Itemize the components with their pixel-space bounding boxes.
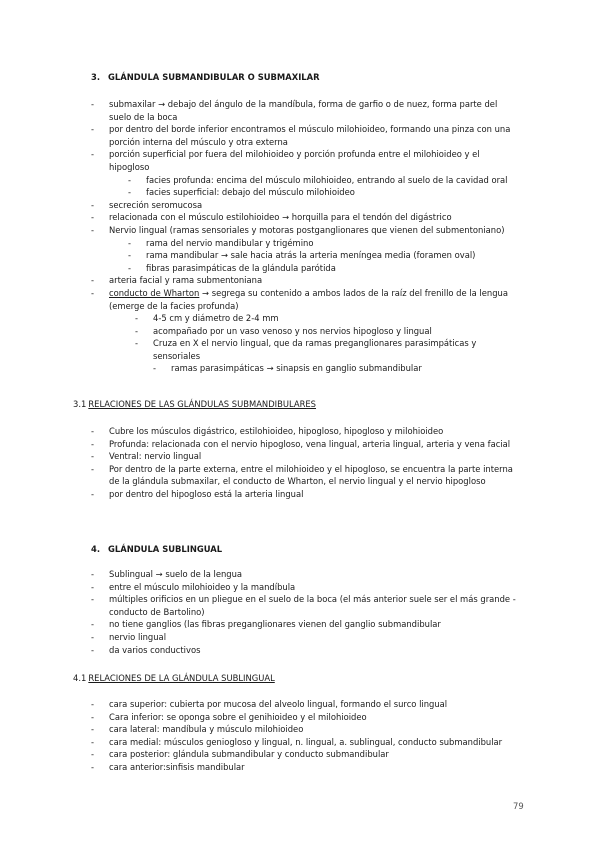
list-item [0,337,513,362]
bullet-dash: - [91,99,95,109]
list-item-text: no tiene ganglios (las fibras preganglionares vienen del ganglio submandibular [109,619,441,630]
bullet-dash: - [135,313,139,324]
list-item-text: por dentro del hipogloso está la arteria lingual [109,488,304,499]
list-item-text: acompañado por un vaso venoso y nos nervios hipogloso y lingual [153,325,432,336]
bullet-dash: - [91,426,95,436]
bullet-dash: - [91,569,95,579]
bullet-dash: - [91,463,95,474]
list-item [0,287,521,312]
list-item [0,711,521,724]
list-item-text: Cara inferior: se oponga sobre el genihioideo y el milohioideo [109,711,367,722]
page-number: 79 [513,801,524,811]
bullet-dash: - [135,325,139,336]
bullet-dash: - [128,250,132,261]
list-item [0,618,521,631]
list-item-text: Cruza en X el nervio lingual, que da ramas preganglionares parasimpáticas y sensoriales [153,338,477,361]
list-item-text: 4-5 cm y diámetro de 2-4 mm [153,313,279,324]
list-item-text: rama del nervio mandibular y trigémino [146,237,314,248]
list-item [0,593,521,618]
list-item-text: secreción seromucosa [109,199,203,210]
bullet-dash: - [91,749,95,760]
bullet-dash: - [91,488,95,499]
list-item-text: cara superior: cubierta por mucosa del alveolo lingual, formando el surco lingual [109,699,448,709]
bullet-dash: - [91,124,95,135]
list-item [0,148,521,173]
bullet-dash: - [91,212,95,223]
list-item-text: rama mandibular → sale hacia atrás la arteria meníngea media (foramen oval) [146,250,476,261]
bullet-dash: - [91,149,95,160]
list-item [0,568,521,581]
bullet-dash: - [153,363,157,374]
bullet-dash: - [91,287,95,298]
bullet-dash: - [128,187,132,198]
list-item [0,425,521,438]
section-number: 3.1 [73,399,87,409]
list-item [0,237,526,250]
list-item [0,761,521,774]
list-item [0,450,521,463]
section-4-list [0,568,600,656]
bullet-dash: - [128,262,132,273]
list-item [0,211,521,224]
list-item-text: submaxilar → debajo del ángulo de la mandíbula, forma de garfio o de nuez, forma parte del suelo de la boca [109,99,498,122]
list-item-text: Sublingual → suelo de la lengua [109,569,243,579]
bullet-dash: - [91,581,95,592]
list-item-text: da varios conductivos [109,644,201,655]
bullet-dash: - [91,736,95,747]
list-item [0,224,521,237]
list-item [0,631,521,644]
bullet-dash: - [91,711,95,722]
bullet-dash: - [91,438,95,449]
section-3-list [0,98,600,375]
list-item-text: Por dentro de la parte externa, entre el milohioideo y el hipogloso, se encuentra la parte interna de la glándula submaxilar, el conducto de Wharton, el nervio lingual y el nervio hipogloso [109,463,513,487]
bullet-dash: - [128,174,132,185]
list-item [0,581,521,594]
list-item-text: nervio lingual [109,631,167,642]
section-3-heading [91,71,320,84]
list-item-text: Cubre los músculos digástrico, estilohioideo, hipogloso, hipogloso y milohioideo [109,426,444,436]
section-title: GLÁNDULA SUBLINGUAL [108,544,223,554]
list-item-text: fibras parasimpáticas de la glándula parótida [146,262,336,273]
list-item [0,736,521,749]
section-number: 3. [91,72,101,82]
bullet-dash: - [91,275,95,286]
list-item [0,186,526,199]
section-title: RELACIONES DE LAS GLÁNDULAS SUBMANDIBULARES [88,399,317,409]
list-item-text: → segrega su contenido a ambos lados de la raíz del frenillo de la lengua (emerge de la facies profunda) [109,287,508,311]
list-item-text: cara medial: músculos geniogloso y lingual, n. lingual, a. sublingual, conducto submandibular [109,736,503,747]
list-item [0,262,526,275]
bullet-dash: - [91,224,95,235]
list-item-text: cara anterior:sinfisis mandibular [109,761,245,772]
bullet-dash: - [91,644,95,655]
list-item-text: cara posterior: glándula submandibular y conducto submandibular [109,749,389,760]
list-item [0,438,521,451]
section-title: RELACIONES DE LA GLÁNDULA SUBLINGUAL [88,673,275,683]
list-item [0,199,521,212]
bullet-dash: - [128,237,132,248]
list-item-text: Profunda: relacionada con el nervio hipogloso, vena lingual, arteria lingual, arteria y vena facial [109,438,511,449]
bullet-dash: - [91,761,95,772]
section-number: 4. [91,544,101,554]
bullet-dash: - [91,594,95,605]
list-item-text: porción superficial por fuera del milohioideo y porción profunda entre el milohioideo y el hipogloso [109,149,480,172]
list-item [0,463,521,488]
list-item-text: Nervio lingual (ramas sensoriales y motoras postganglionares que vienen del submentoniano) [109,224,505,235]
bullet-dash: - [91,724,95,735]
list-item [0,123,521,148]
bullet-dash: - [91,199,95,210]
list-item-text: múltiples orificios en un pliegue en el suelo de la boca (el más anterior suele ser el más grande - conducto de Bartolino) [109,594,516,617]
list-item-text: entre el músculo milohioideo y la mandíbula [109,581,296,592]
list-item-text: cara lateral: mandíbula y músculo milohioideo [109,724,304,735]
bullet-dash: - [91,699,95,709]
list-item [0,325,513,338]
list-item [0,748,521,761]
bullet-dash: - [91,619,95,630]
list-item [0,312,513,325]
list-item-text: facies superficial: debajo del músculo milohioideo [146,187,355,198]
list-item [0,98,521,123]
bullet-dash: - [91,451,95,462]
list-item [0,362,511,375]
section-4-heading [91,543,222,556]
list-item [0,274,521,287]
list-item [0,723,521,736]
list-item-text: por dentro del borde inferior encontramos el músculo milohioideo, formando una pinza con una porción interna del músculo y otra externa [109,124,511,147]
section-3-1-heading [73,398,316,411]
list-item-text: ramas parasimpáticas → sinapsis en ganglio submandibular [171,363,422,374]
section-title: GLÁNDULA SUBMANDIBULAR O SUBMAXILAR [108,72,320,82]
list-item [0,644,521,657]
bullet-dash: - [135,338,139,349]
list-item-text: relacionada con el músculo estilohioideo → horquilla para el tendón del digástrico [109,212,452,223]
underlined-term: conducto de Wharton [109,287,200,298]
section-number: 4.1 [73,673,87,683]
section-3-1-list [0,425,600,501]
section-4-1-heading [73,672,275,685]
section-4-1-list [0,698,600,774]
list-item [0,174,526,187]
list-item [0,249,526,262]
list-item-text: facies profunda: encima del músculo milohioideo, entrando al suelo de la cavidad oral [146,174,508,185]
bullet-dash: - [91,631,95,642]
list-item-text: arteria facial y rama submentoniana [109,275,263,286]
list-item [0,488,521,501]
list-item [0,698,521,711]
list-item-text: Ventral: nervio lingual [109,451,202,462]
